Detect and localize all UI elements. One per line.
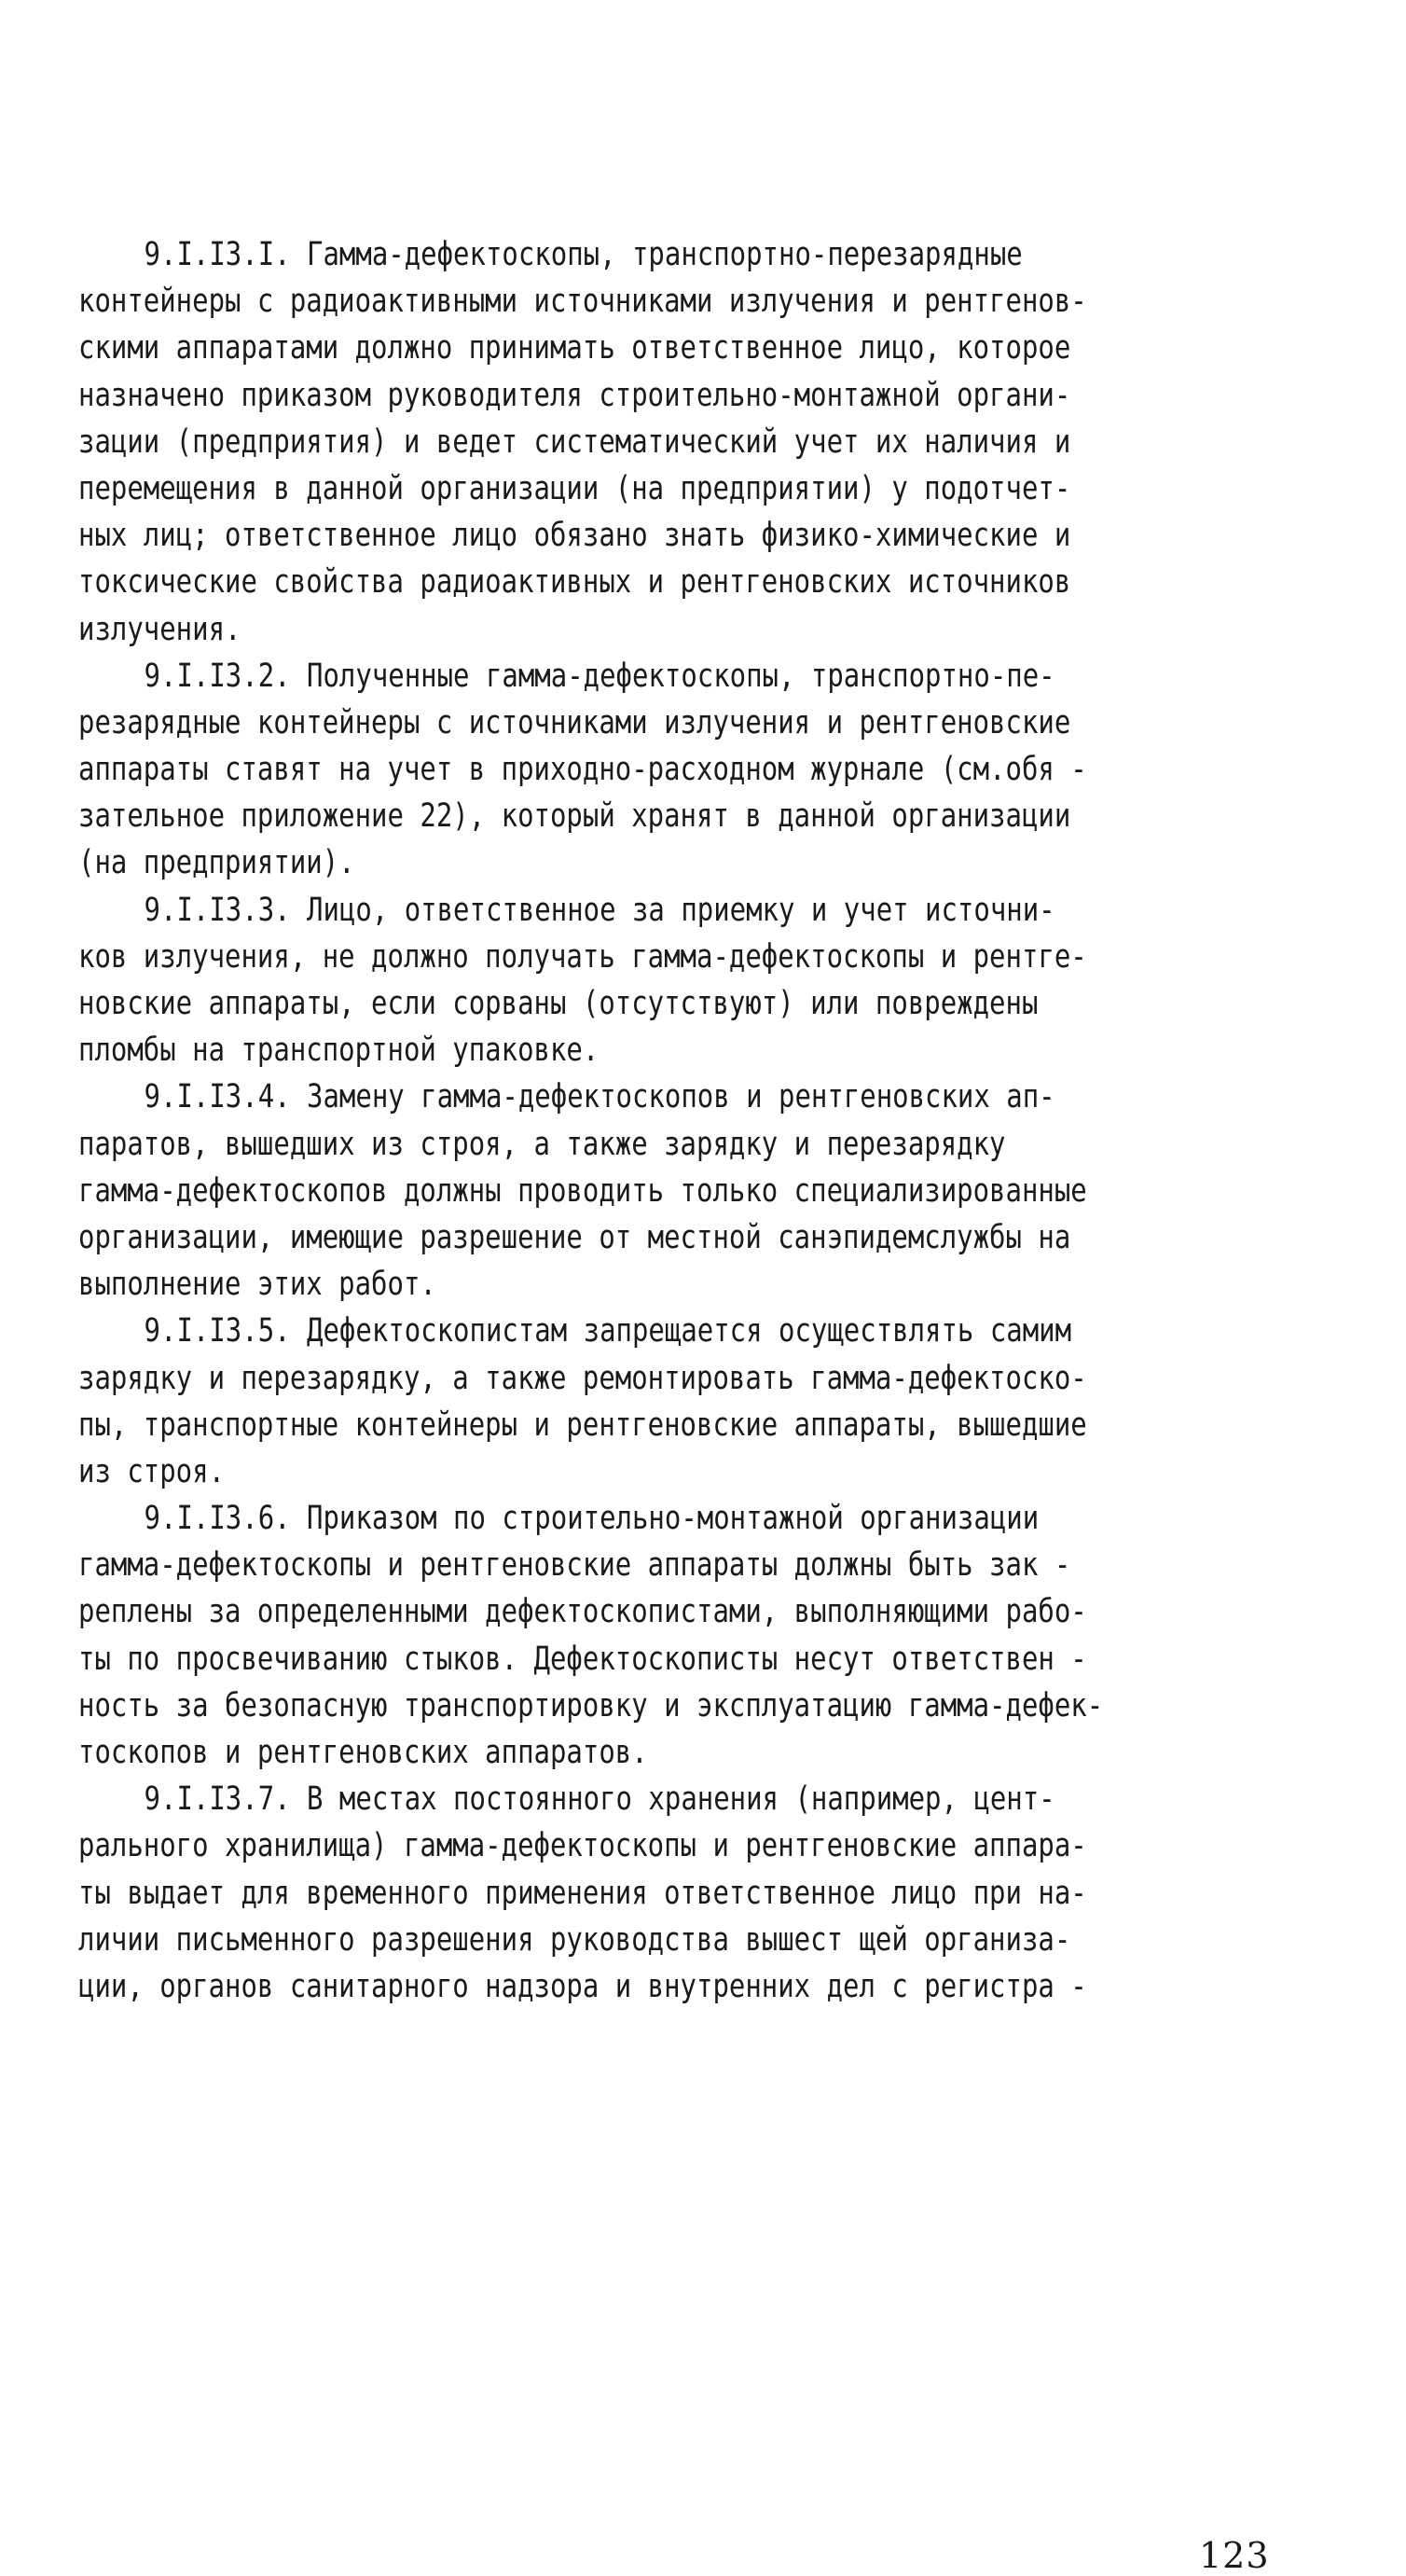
body-text: [78, 231, 1309, 2010]
paragraph-first-line: 9.I.I3.I. Гамма-дефектоскопы, транспортно-перезарядные: [144, 236, 1023, 273]
paragraph-first-line: 9.I.I3.4. Замену гамма-дефектоскопов и рентгеновских ап-: [144, 1078, 1055, 1116]
text-line: новские аппараты, если сорваны (отсутствуют) или повреждены: [78, 985, 1039, 1022]
text-line: ции, органов санитарного надзора и внутренних дел с регистра -: [78, 1967, 1087, 2005]
text-line: аппараты ставят на учет в приходно-расходном журнале (см.обя -: [78, 751, 1087, 789]
text-line: (на предприятии).: [78, 844, 355, 882]
text-line: ность за безопасную транспортировку и эксплуатацию гамма-дефек-: [78, 1686, 1104, 1724]
text-line: реплены за определенными дефектоскопистами, выполняющими рабо-: [78, 1593, 1087, 1631]
text-line: излучения.: [78, 610, 241, 648]
text-line: зации (предприятия) и ведет систематический учет их наличия и: [78, 422, 1071, 461]
text-line: личии письменного разрешения руководства вышест щей организа-: [78, 1920, 1071, 1959]
text-line: пы, транспортные контейнеры и рентгеновские аппараты, вышедшие: [78, 1406, 1087, 1444]
page-number: 123: [1199, 2535, 1270, 2576]
text-line: паратов, вышедших из строя, а также зарядку и перезарядку: [78, 1125, 1006, 1163]
text-line: токсические свойства радиоактивных и рентгеновских источников: [78, 563, 1071, 602]
text-line: ков излучения, не должно получать гамма-дефектоскопы и рентге-: [78, 937, 1087, 976]
text-line: резарядные контейнеры с источниками излучения и рентгеновские: [78, 703, 1071, 741]
text-line: из строя.: [78, 1452, 226, 1490]
paragraph-first-line: 9.I.I3.2. Полученные гамма-дефектоскопы, транспортно-пе-: [144, 657, 1055, 695]
text-line: гамма-дефектоскопы и рентгеновские аппараты должны быть зак -: [78, 1546, 1071, 1585]
paragraph-first-line: 9.I.I3.3. Лицо, ответственное за приемку и учет источни-: [144, 891, 1055, 929]
text-line: пломбы на транспортной упаковке.: [78, 1032, 600, 1070]
paragraph-first-line: 9.I.I3.5. Дефектоскопистам запрещается осуществлять самим: [144, 1312, 1072, 1350]
text-line: гамма-дефектоскопов должны проводить только специализированные: [78, 1171, 1087, 1210]
text-line: назначено приказом руководителя строительно-монтажной органи-: [78, 376, 1071, 414]
paragraph-first-line: 9.I.I3.6. Приказом по строительно-монтажной организации: [144, 1500, 1040, 1538]
text-line: зарядку и перезарядку, а также ремонтировать гамма-дефектоско-: [78, 1359, 1087, 1397]
text-line: ты по просвечиванию стыков. Дефектоскописты несут ответствен -: [78, 1640, 1087, 1678]
text-line: перемещения в данной организации (на предприятии) у подотчет-: [78, 469, 1071, 507]
text-line: тоскопов и рентгеновских аппаратов.: [78, 1734, 648, 1771]
text-line: выполнение этих работ.: [78, 1266, 436, 1304]
paragraph-first-line: 9.I.I3.7. В местах постоянного хранения (например, цент-: [144, 1780, 1055, 1819]
text-line: зательное приложение 22), который хранят в данной организации: [78, 797, 1071, 836]
text-line: скими аппаратами должно принимать ответственное лицо, которое: [78, 329, 1071, 367]
text-line: ты выдает для временного применения ответственное лицо при на-: [78, 1874, 1087, 1912]
text-line: ных лиц; ответственное лицо обязано знать физико-химические и: [78, 517, 1071, 555]
text-line: рального хранилища) гамма-дефектоскопы и рентгеновские аппара-: [78, 1827, 1087, 1865]
text-line: организации, имеющие разрешение от местной санэпидемслужбы на: [78, 1218, 1071, 1256]
text-line: контейнеры с радиоактивными источниками излучения и рентгенов-: [78, 283, 1087, 321]
